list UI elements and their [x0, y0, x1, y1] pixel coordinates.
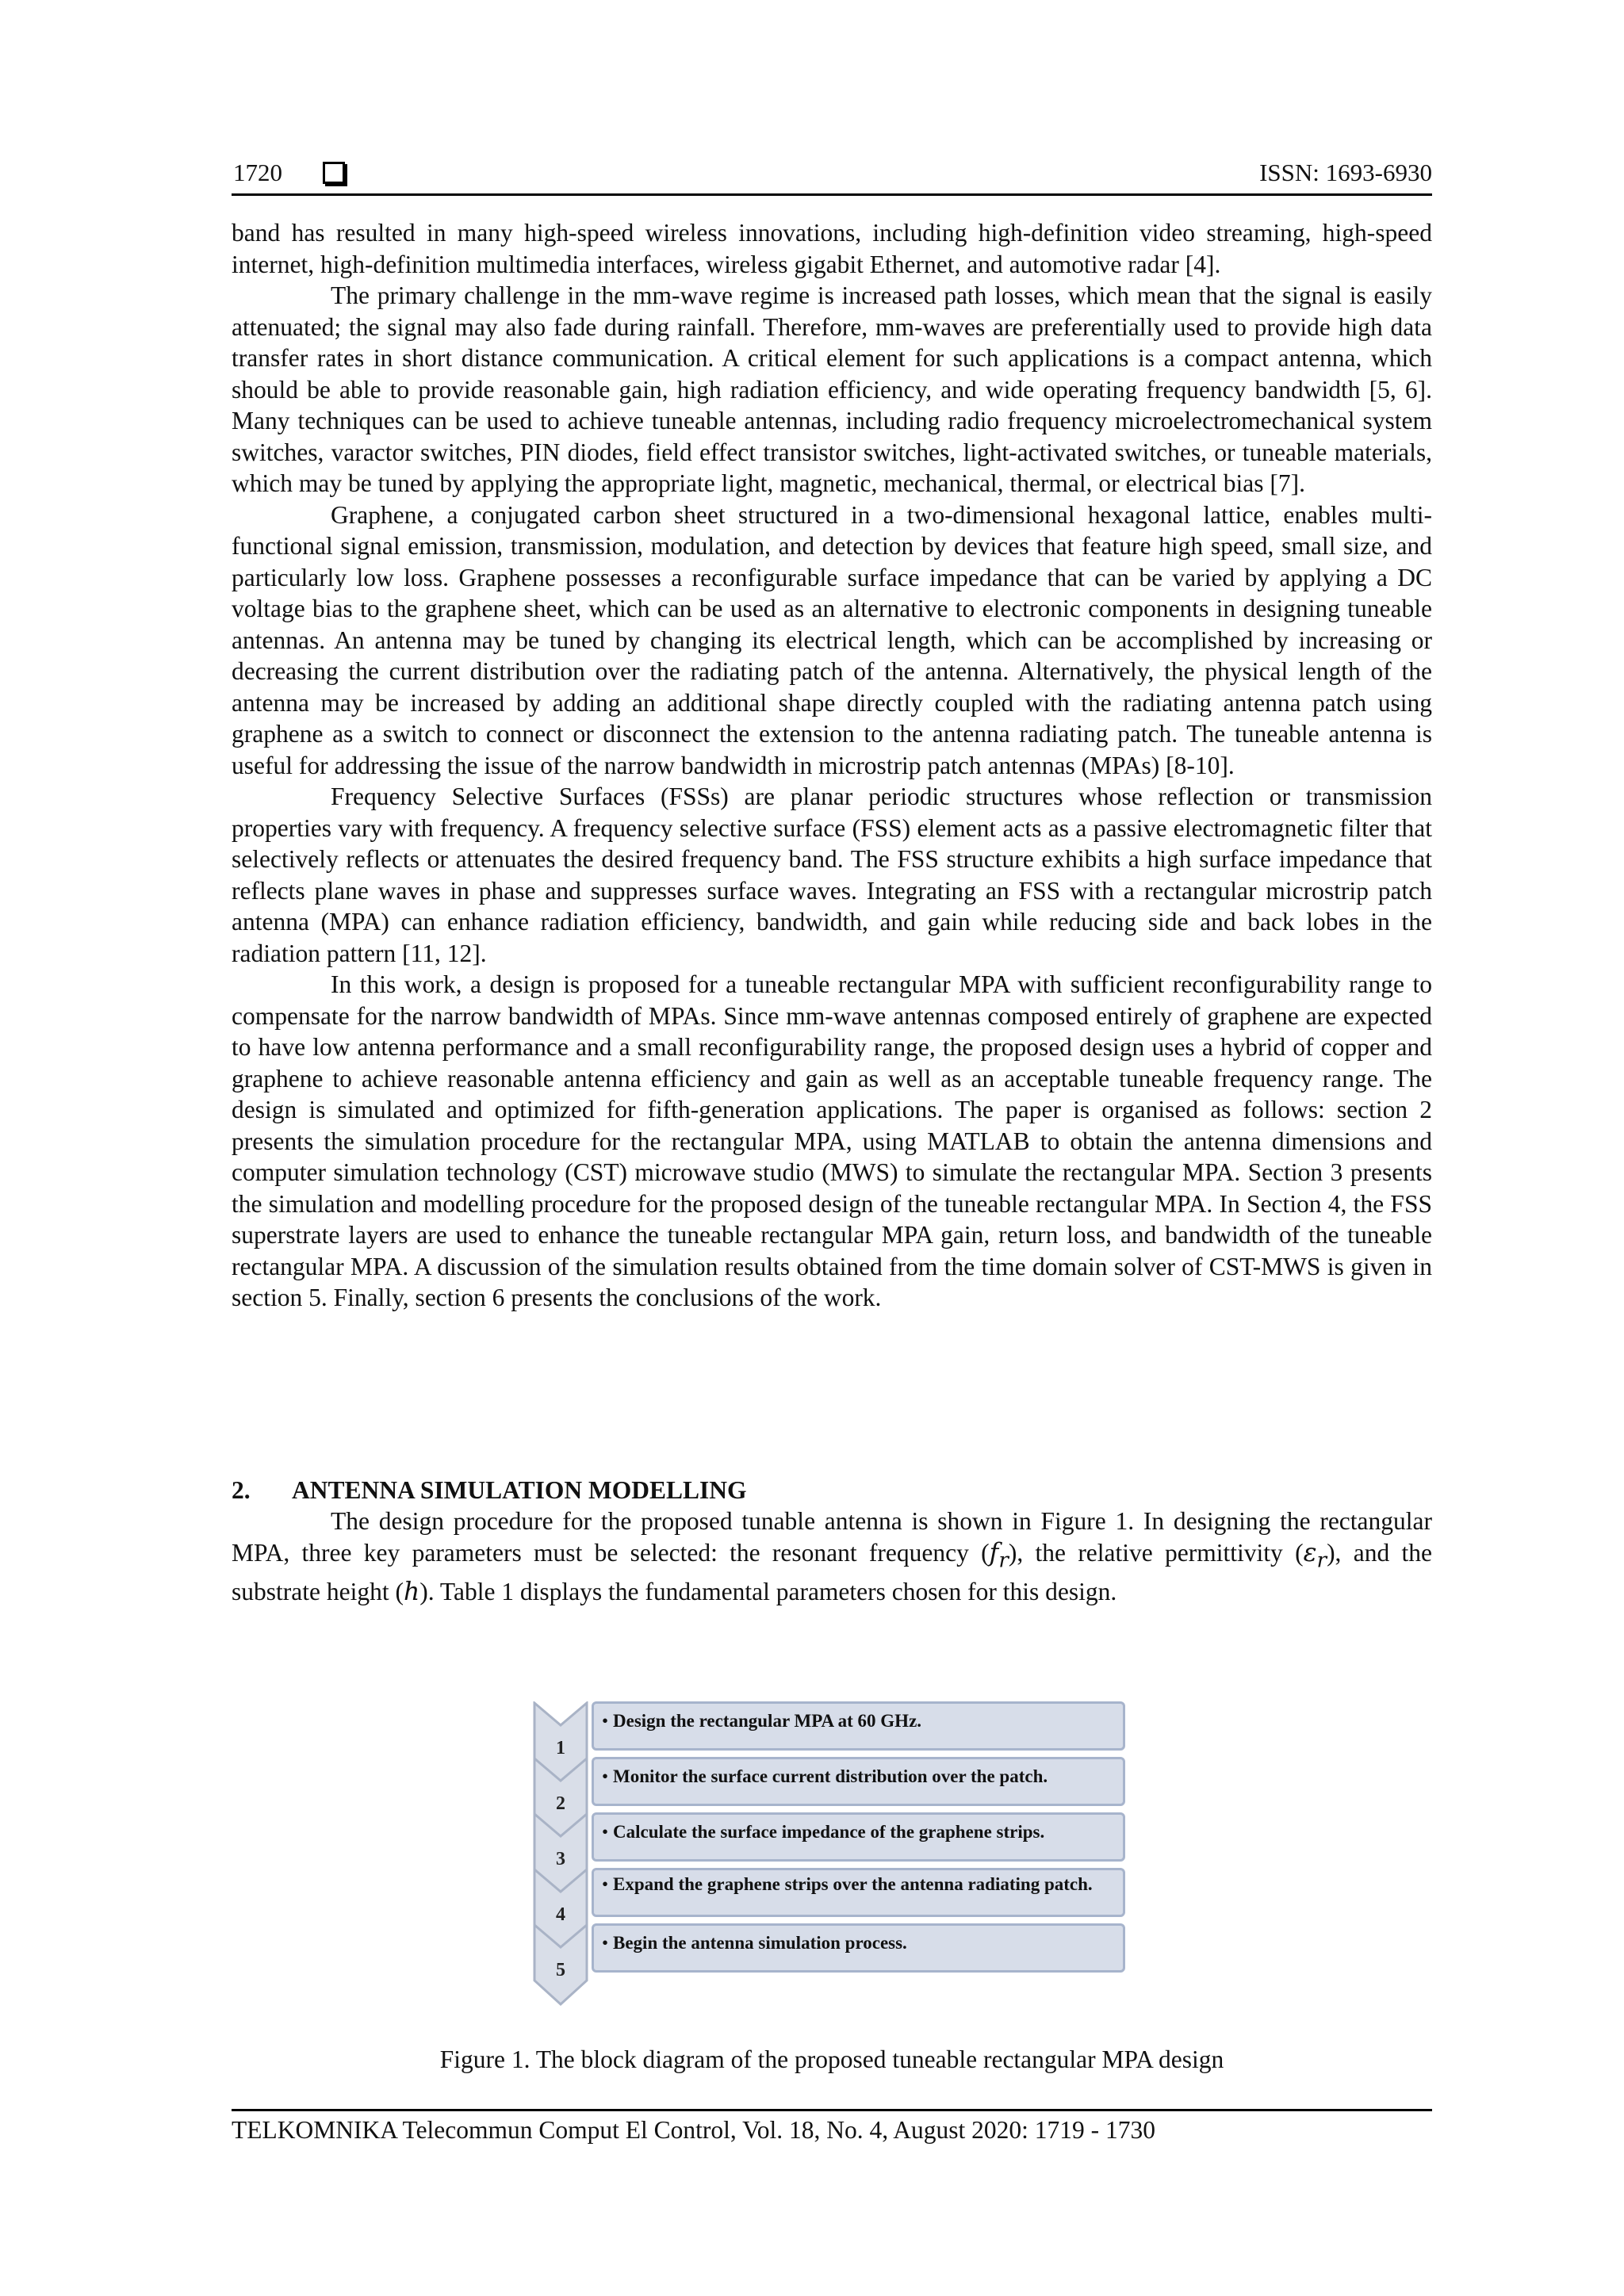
chevron-arrow-icon [533, 1923, 588, 2006]
step-text: Begin the antenna simulation process. [613, 1933, 907, 1953]
page-footer: TELKOMNIKA Telecommun Comput El Control, Vol. 18, No. 4, August 2020: 1719 - 1730 [232, 2109, 1432, 2146]
section-heading [232, 1475, 1432, 1506]
symbol-fr [989, 1538, 1009, 1572]
body-text [232, 217, 1432, 1314]
section-text-part: The design procedure for the proposed tunable antenna is shown in Figure 1. In designing the rectangular MPA, three key parameters must be selected: the resonant frequency ( [232, 1507, 1432, 1567]
paragraph: The primary challenge in the mm-wave regime is increased path losses, which mean that the signal is easily attenuated; the signal may also fade during rainfall. Therefore, mm-waves are preferentially used to provide high data transfer rates in short distance communication. A critical element for such applications is a compact antenna, which should be able to provide reasonable gain, high radiation efficiency, and wide operating frequency bandwidth [5, 6]. Many techniques can be used to achieve tuneable antennas, including radio frequency microelectromechanical system switches, varactor switches, PIN diodes, field effect transistor switches, light-activated switches, or tuneable materials, which may be tuned by applying the appropriate light, magnetic, mechanical, thermal, or electrical bias [7]. [232, 281, 1432, 497]
step-number: 4 [556, 1904, 565, 1925]
page-number: 1720 [233, 159, 282, 186]
bullet-icon: • [602, 1874, 609, 1894]
section-number: 2. [232, 1476, 251, 1504]
step-text: Calculate the surface impedance of the graphene strips. [613, 1822, 1045, 1842]
section-text-part: ), the relative permittivity ( [1008, 1538, 1304, 1567]
square-bullet-icon [323, 162, 345, 184]
bullet-icon: • [602, 1933, 609, 1953]
symbol-epsilon: ε [1303, 1538, 1317, 1567]
symbol-h: h [403, 1578, 420, 1607]
page-header [232, 157, 1432, 196]
symbol-er [1303, 1538, 1327, 1572]
diagram-step [533, 1868, 1129, 1925]
paragraph: Frequency Selective Surfaces (FSSs) are planar periodic structures whose reflection or transmission properties vary with frequency. A frequency selective surface (FSS) element acts as a passive electromagnetic filter that selectively reflects or attenuates the desired frequency band. The FSS structure exhibits a high surface impedance that reflects plane waves in phase and suppresses surface waves. Integrating an FSS with a rectangular microstrip patch antenna (MPA) can enhance radiation efficiency, bandwidth, and gain while reducing side and back lobes in the radiation pattern [11, 12]. [232, 783, 1432, 967]
figure-caption: Figure 1. The block diagram of the proposed tuneable rectangular MPA design [439, 2045, 1224, 2073]
step-number: 3 [556, 1849, 565, 1869]
paragraph: Graphene, a conjugated carbon sheet structured in a two-dimensional hexagonal lattice, enables multi-functional signal emission, transmission, modulation, and detection by devices that feature high speed, small size, and particularly low loss. Graphene possesses a reconfigurable surface impedance that can be varied by applying a DC voltage bias to the graphene sheet, which can be used as an alternative to electronic components in designing tuneable antennas. An antenna may be tuned by changing its electrical length, which can be accomplished by increasing or decreasing the current distribution over the radiating patch of the antenna. Alternatively, the physical length of the antenna may be increased by adding an additional shape directly coupled with the radiating antenna patch using graphene as a switch to connect or disconnect the extension to the antenna radiating patch. The tuneable antenna is useful for addressing the issue of the narrow bandwidth in microstrip patch antennas (MPAs) [8-10]. [232, 500, 1432, 779]
step-box [592, 1757, 1125, 1806]
bullet-icon: • [602, 1711, 609, 1731]
subscript-r: r [1316, 1548, 1327, 1572]
step-number: 5 [556, 1960, 565, 1980]
step-number: 1 [556, 1738, 565, 1758]
section-title: ANTENNA SIMULATION MODELLING [292, 1476, 747, 1504]
bullet-icon: • [602, 1766, 609, 1786]
paragraph: band has resulted in many high-speed wireless innovations, including high-definition video streaming, high-speed internet, high-definition multimedia interfaces, wireless gigabit Ethernet, and automotive radar [4]. [232, 219, 1432, 278]
section-paragraph [232, 1506, 1432, 1609]
symbol-f: f [989, 1538, 999, 1567]
diagram-step [533, 1701, 1129, 1758]
subscript-r: r [998, 1548, 1009, 1572]
bullet-icon: • [602, 1822, 609, 1842]
step-number: 2 [556, 1793, 565, 1814]
section-text-part: ). Table 1 displays the fundamental parameters chosen for this design. [419, 1578, 1117, 1606]
step-box [592, 1701, 1125, 1751]
diagram-step [533, 1757, 1129, 1814]
diagram-step [533, 1812, 1129, 1869]
step-box [592, 1923, 1125, 1973]
step-box [592, 1812, 1125, 1862]
issn-label: ISSN: 1693-6930 [1259, 159, 1432, 186]
paragraph: In this work, a design is proposed for a tuneable rectangular MPA with sufficient reconfigurability range to compensate for the narrow bandwidth of MPAs. Since mm-wave antennas composed entirely of graphene are expected to have low antenna performance and a small reconfigurability range, the proposed design uses a hybrid of copper and graphene to achieve reasonable antenna efficiency and gain as well as an acceptable tuneable frequency range. The design is simulated and optimized for fifth-generation applications. The paper is organised as follows: section 2 presents the simulation procedure for the rectangular MPA, using MATLAB to obtain the antenna dimensions and computer simulation technology (CST) microwave studio (MWS) to simulate the rectangular MPA. Section 3 presents the simulation and modelling procedure for the proposed design of the tuneable rectangular MPA. In Section 4, the FSS superstrate layers are used to enhance the tuneable rectangular MPA gain, return loss, and bandwidth of the tuneable rectangular MPA. A discussion of the simulation results obtained from the time domain solver of CST-MWS is given in section 5. Finally, section 6 presents the conclusions of the work. [232, 970, 1432, 1311]
block-diagram [533, 1701, 1129, 2007]
step-text: Design the rectangular MPA at 60 GHz. [613, 1711, 922, 1731]
step-text: Monitor the surface current distribution over the patch. [613, 1766, 1048, 1786]
step-text: Expand the graphene strips over the antenna radiating patch. [613, 1874, 1093, 1894]
section-text-part: ), and the substrate height ( [232, 1538, 1432, 1606]
diagram-step [533, 1923, 1129, 1980]
step-box [592, 1868, 1125, 1917]
